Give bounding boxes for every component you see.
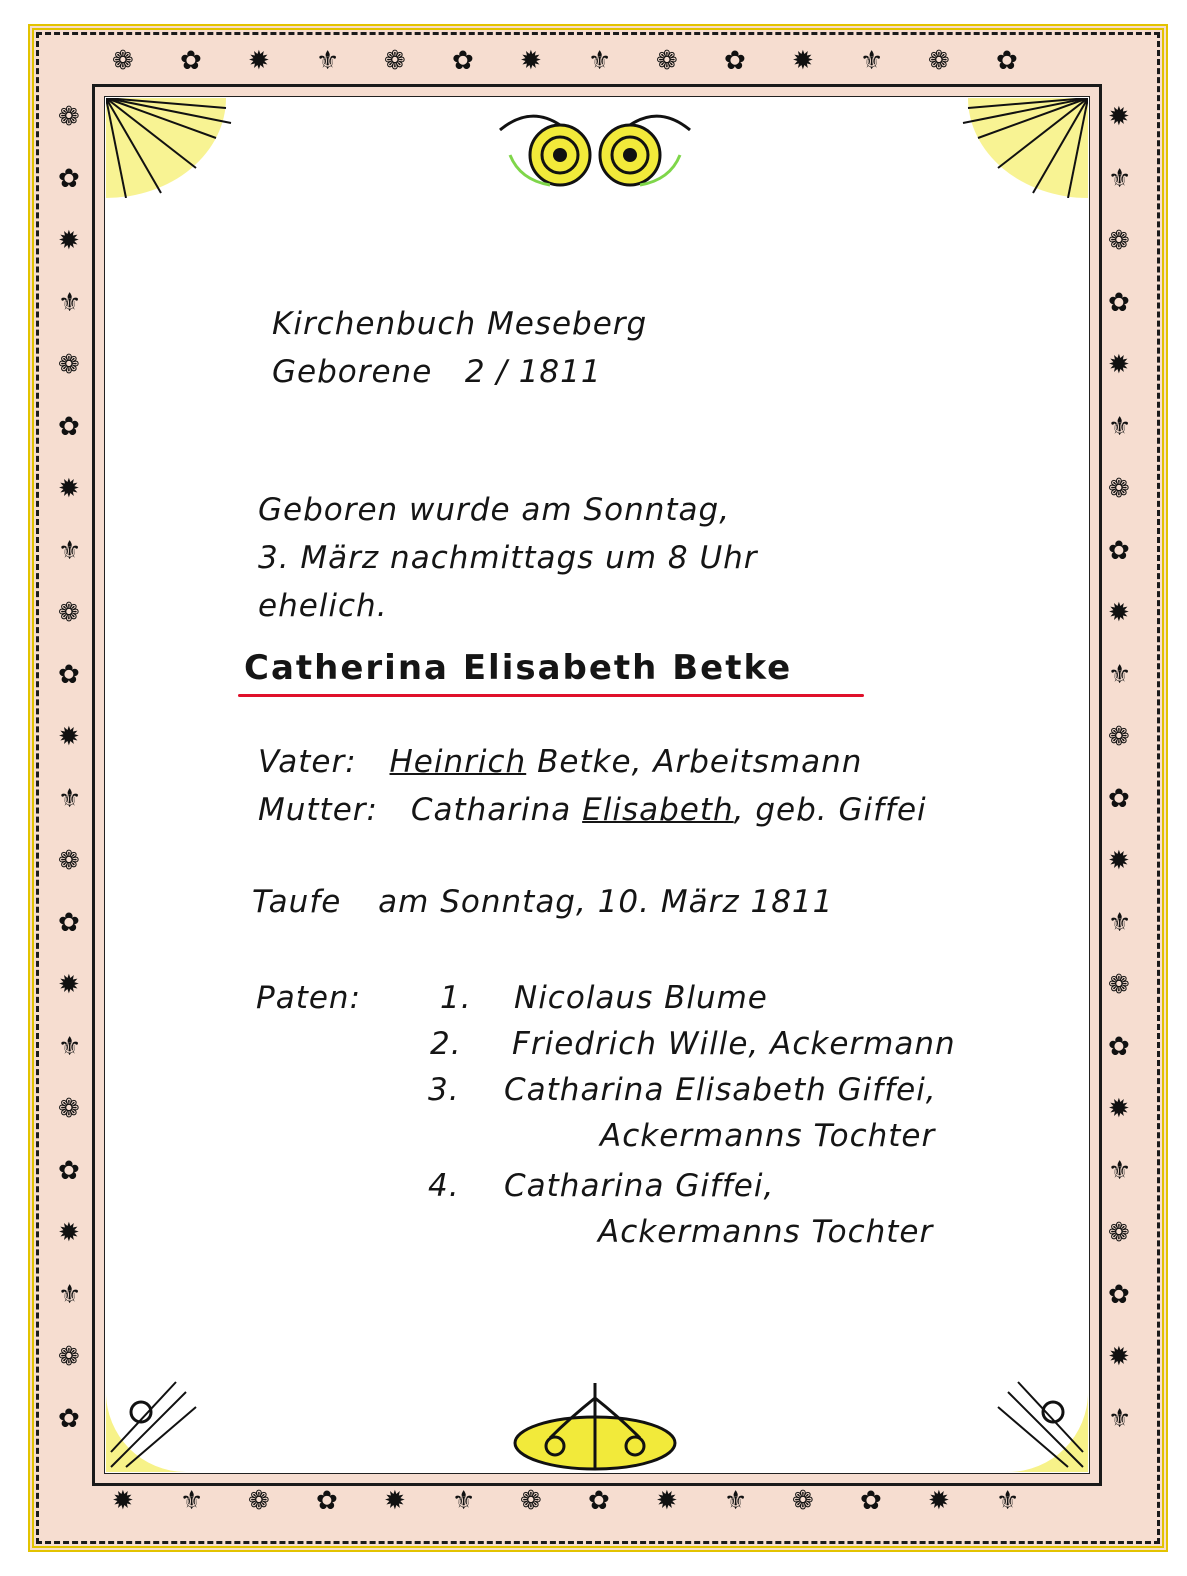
godparent-description: Ackermanns Tochter bbox=[598, 1214, 934, 1250]
birth-line-1: Geboren wurde am Sonntag, bbox=[258, 492, 731, 528]
flower-ornament-icon: ❁ bbox=[384, 46, 406, 76]
star-ornament-icon: ✹ bbox=[248, 46, 270, 76]
flower-ornament-icon: ❁ bbox=[1108, 474, 1130, 504]
church-book-title: Kirchenbuch Meseberg bbox=[272, 306, 648, 342]
star-ornament-icon: ✹ bbox=[656, 1486, 678, 1516]
baptism-label: Taufe bbox=[252, 884, 342, 920]
flower-ornament-icon: ❁ bbox=[58, 350, 80, 380]
father-details: Betke, Arbeitsmann bbox=[537, 744, 863, 780]
flower-ornament-icon: ❁ bbox=[58, 598, 80, 628]
godparents-label: Paten: bbox=[256, 980, 362, 1016]
fleur-ornament-icon: ⚜ bbox=[58, 1032, 82, 1062]
father-label: Vater: bbox=[258, 744, 357, 780]
rosette-ornament-icon: ✿ bbox=[58, 164, 80, 194]
fleur-ornament-icon: ⚜ bbox=[58, 288, 82, 318]
fleur-ornament-icon bbox=[500, 1378, 690, 1473]
rosette-ornament-icon: ✿ bbox=[1108, 1280, 1130, 1310]
flower-ornament-icon: ❁ bbox=[58, 1342, 80, 1372]
mother-line bbox=[258, 792, 927, 828]
rosette-ornament-icon: ✿ bbox=[724, 46, 746, 76]
star-ornament-icon: ✹ bbox=[112, 1486, 134, 1516]
document-page bbox=[104, 96, 1090, 1474]
flower-ornament-icon: ❁ bbox=[520, 1486, 542, 1516]
star-ornament-icon: ✹ bbox=[1108, 598, 1130, 628]
name-underline bbox=[238, 694, 864, 697]
flower-ornament-icon: ❁ bbox=[58, 846, 80, 876]
sunburst-ornament-icon bbox=[958, 98, 1088, 198]
birth-line-2: 3. März nachmittags um 8 Uhr bbox=[258, 540, 758, 576]
mother-second-name: Elisabeth bbox=[582, 792, 734, 828]
fleur-ornament-icon: ⚜ bbox=[1108, 1404, 1132, 1434]
fleur-ornament-icon: ⚜ bbox=[1108, 1156, 1132, 1186]
corner-flourish-icon bbox=[106, 1372, 206, 1472]
baptism-line bbox=[252, 884, 833, 920]
godparent-name: Catharina Giffei, bbox=[504, 1168, 775, 1204]
flower-ornament-icon: ❁ bbox=[1108, 970, 1130, 1000]
rosette-ornament-icon: ✿ bbox=[180, 46, 202, 76]
rosette-ornament-icon: ✿ bbox=[316, 1486, 338, 1516]
star-ornament-icon: ✹ bbox=[520, 46, 542, 76]
flower-ornament-icon: ❁ bbox=[1108, 722, 1130, 752]
fleur-ornament-icon: ⚜ bbox=[58, 784, 82, 814]
godparent-description: Ackermanns Tochter bbox=[600, 1118, 936, 1154]
flower-ornament-icon: ❁ bbox=[58, 1094, 80, 1124]
flower-ornament-icon: ❁ bbox=[58, 102, 80, 132]
rosette-ornament-icon: ✿ bbox=[860, 1486, 882, 1516]
sunburst-ornament-icon bbox=[106, 98, 236, 198]
mother-first-name: Catharina bbox=[410, 792, 572, 828]
mother-label: Mutter: bbox=[258, 792, 378, 828]
rosette-ornament-icon: ✿ bbox=[588, 1486, 610, 1516]
star-ornament-icon: ✹ bbox=[1108, 846, 1130, 876]
fleur-ornament-icon: ⚜ bbox=[58, 1280, 82, 1310]
godparent-name: Nicolaus Blume bbox=[514, 980, 768, 1016]
star-ornament-icon: ✹ bbox=[58, 474, 80, 504]
fleur-ornament-icon: ⚜ bbox=[1108, 412, 1132, 442]
rosette-ornament-icon: ✿ bbox=[1108, 1032, 1130, 1062]
rosette-ornament-icon: ✿ bbox=[1108, 288, 1130, 318]
fleur-ornament-icon: ⚜ bbox=[316, 46, 340, 76]
fleur-ornament-icon: ⚜ bbox=[860, 46, 884, 76]
flower-ornament-icon: ❁ bbox=[1108, 1218, 1130, 1248]
godparent-number: 1. bbox=[440, 980, 472, 1016]
star-ornament-icon: ✹ bbox=[1108, 1342, 1130, 1372]
flower-ornament-icon: ❁ bbox=[1108, 226, 1130, 256]
baptism-date: am Sonntag, 10. März 1811 bbox=[378, 884, 834, 920]
star-ornament-icon: ✹ bbox=[1108, 350, 1130, 380]
record-number: Geborene 2 / 1811 bbox=[272, 354, 602, 390]
flower-ornament-icon: ❁ bbox=[248, 1486, 270, 1516]
fleur-ornament-icon: ⚜ bbox=[724, 1486, 748, 1516]
father-line bbox=[258, 744, 862, 780]
fleur-ornament-icon: ⚜ bbox=[1108, 660, 1132, 690]
star-ornament-icon: ✹ bbox=[384, 1486, 406, 1516]
godparent-name: Friedrich Wille, Ackermann bbox=[512, 1026, 956, 1062]
star-ornament-icon: ✹ bbox=[58, 1218, 80, 1248]
fleur-ornament-icon: ⚜ bbox=[1108, 164, 1132, 194]
fleur-ornament-icon: ⚜ bbox=[180, 1486, 204, 1516]
rosette-ornament-icon: ✿ bbox=[452, 46, 474, 76]
rosette-ornament-icon: ✿ bbox=[58, 908, 80, 938]
star-ornament-icon: ✹ bbox=[1108, 1094, 1130, 1124]
star-ornament-icon: ✹ bbox=[58, 226, 80, 256]
flower-ornament-icon: ❁ bbox=[112, 46, 134, 76]
rosette-ornament-icon: ✿ bbox=[58, 1404, 80, 1434]
godparent-name: Catharina Elisabeth Giffei, bbox=[504, 1072, 937, 1108]
godparent-number: 3. bbox=[428, 1072, 460, 1108]
rosette-ornament-icon: ✿ bbox=[1108, 536, 1130, 566]
rosette-ornament-icon: ✿ bbox=[58, 1156, 80, 1186]
fleur-ornament-icon: ⚜ bbox=[996, 1486, 1020, 1516]
scroll-ornament-icon bbox=[490, 100, 700, 195]
star-ornament-icon: ✹ bbox=[58, 722, 80, 752]
fleur-ornament-icon: ⚜ bbox=[452, 1486, 476, 1516]
fleur-ornament-icon: ⚜ bbox=[1108, 908, 1132, 938]
mother-details: , geb. Giffei bbox=[733, 792, 927, 828]
rosette-ornament-icon: ✿ bbox=[58, 412, 80, 442]
star-ornament-icon: ✹ bbox=[792, 46, 814, 76]
corner-flourish-icon bbox=[988, 1372, 1088, 1472]
godparent-number: 4. bbox=[428, 1168, 460, 1204]
child-name: Catherina Elisabeth Betke bbox=[244, 648, 793, 688]
rosette-ornament-icon: ✿ bbox=[58, 660, 80, 690]
birth-line-3: ehelich. bbox=[258, 588, 388, 624]
flower-ornament-icon: ❁ bbox=[656, 46, 678, 76]
flower-ornament-icon: ❁ bbox=[792, 1486, 814, 1516]
godparent-number: 2. bbox=[430, 1026, 462, 1062]
star-ornament-icon: ✹ bbox=[58, 970, 80, 1000]
fleur-ornament-icon: ⚜ bbox=[588, 46, 612, 76]
rosette-ornament-icon: ✿ bbox=[996, 46, 1018, 76]
flower-ornament-icon: ❁ bbox=[928, 46, 950, 76]
fleur-ornament-icon: ⚜ bbox=[58, 536, 82, 566]
star-ornament-icon: ✹ bbox=[928, 1486, 950, 1516]
star-ornament-icon: ✹ bbox=[1108, 102, 1130, 132]
father-first-name: Heinrich bbox=[389, 744, 527, 780]
rosette-ornament-icon: ✿ bbox=[1108, 784, 1130, 814]
